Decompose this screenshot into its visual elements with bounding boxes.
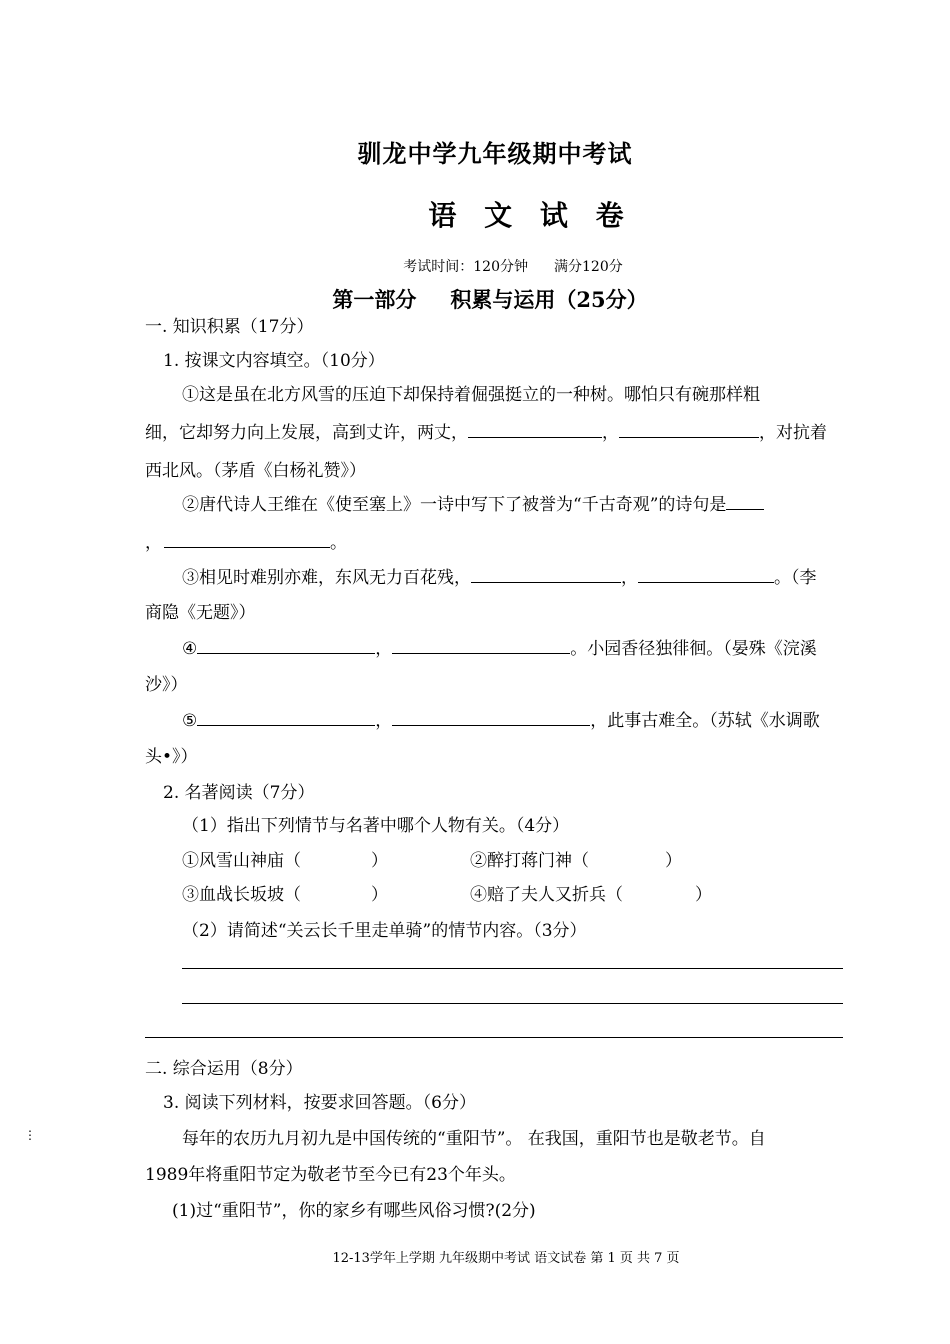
question-heading: 3. 阅读下列材料，按要求回答题。（6分）	[163, 1093, 476, 1113]
fill-item-line	[182, 634, 817, 659]
subject-char: 卷	[595, 199, 624, 232]
fill-item-text: ⑤	[182, 711, 198, 731]
subject-title	[0, 194, 950, 234]
fill-item-text: 商隐《无题》）	[145, 603, 256, 623]
subject-char: 文	[484, 199, 513, 232]
fill-item-text: 细，它却努力向上发展，高到丈许，两丈，	[145, 423, 468, 443]
fill-item-text: ①这是虽在北方风雪的压迫下却保持着倔强挺立的一种树。哪怕只有碗那样粗	[182, 385, 760, 405]
fill-item-text: ②唐代诗人王维在《使至塞上》一诗中写下了被誉为“千古奇观”的诗句是	[182, 495, 727, 515]
fill-item-line	[182, 490, 764, 515]
match-option-text: ②醉打蒋门神（	[470, 851, 589, 871]
section-heading: 一. 知识积累（17分）	[145, 317, 314, 337]
match-option	[182, 880, 388, 905]
match-option-text: ③血战长坂坡（	[182, 885, 301, 905]
fill-item-text: ，对抗着	[759, 423, 827, 443]
fill-item-text: ，	[375, 639, 393, 659]
reading-paragraph: 1989年将重阳节定为敬老节至今已有23个年头。	[145, 1165, 516, 1185]
fill-item-line	[145, 418, 827, 443]
fill-item-text: ④	[182, 639, 198, 659]
sub-question: (1)过“重阳节”，你的家乡有哪些风俗习惯?(2分)	[172, 1201, 536, 1221]
answer-blank[interactable]	[471, 568, 621, 583]
subject-char: 语	[428, 199, 457, 232]
answer-blank[interactable]	[164, 533, 330, 548]
section-heading: 二. 综合运用（8分）	[145, 1059, 303, 1079]
match-option-close: ）	[371, 885, 388, 905]
fill-item-text: 。	[330, 533, 347, 553]
match-option-text: ④赔了夫人又折兵（	[470, 885, 623, 905]
question-heading: 1. 按课文内容填空。（10分）	[163, 351, 385, 371]
match-option-text: ①风雪山神庙（	[182, 851, 301, 871]
page-footer: 12-13学年上学期 九年级期中考试 语文试卷 第 1 页 共 7 页	[332, 1251, 680, 1266]
answer-blank[interactable]	[619, 423, 759, 438]
match-option	[182, 846, 388, 871]
fill-item-text: ，	[621, 568, 638, 588]
part-heading	[0, 284, 950, 314]
fill-item-text: 。小园香径独徘徊。（晏殊《浣溪	[570, 639, 817, 659]
fill-item-line	[182, 706, 820, 731]
full-score: 满分120分	[554, 259, 623, 275]
part-label: 第一部分	[332, 287, 417, 312]
match-option	[470, 846, 682, 871]
fill-item-text: 头•》）	[145, 747, 198, 767]
match-option-close: ）	[665, 851, 682, 871]
exam-title: 驯龙中学九年级期中考试	[357, 139, 633, 168]
match-option	[470, 880, 712, 905]
fill-item-text: ，	[602, 423, 619, 443]
question-heading: 2. 名著阅读（7分）	[163, 783, 315, 803]
fill-item-text: 沙》）	[145, 675, 188, 695]
fill-item-text: ，	[375, 711, 393, 731]
answer-blank[interactable]	[638, 568, 774, 583]
fill-item-line	[145, 528, 347, 553]
answer-blank[interactable]	[197, 711, 375, 726]
margin-mark: ⋮	[24, 1128, 36, 1142]
answer-line[interactable]	[145, 1037, 843, 1038]
answer-line[interactable]	[182, 1003, 843, 1004]
answer-blank[interactable]	[392, 639, 570, 654]
fill-item-text: ，	[145, 533, 162, 553]
answer-line[interactable]	[182, 968, 843, 969]
exam-time: 考试时间：120分钟	[403, 259, 528, 275]
answer-blank[interactable]	[197, 639, 375, 654]
fill-item-text: ，此事古难全。（苏轼《水调歌	[590, 711, 820, 731]
answer-blank[interactable]	[392, 711, 590, 726]
sub-question: （1）指出下列情节与名著中哪个人物有关。（4分）	[182, 816, 570, 836]
reading-paragraph: 每年的农历九月初九是中国传统的“重阳节”。 在我国，重阳节也是敬老节。自	[182, 1129, 766, 1149]
part-name: 积累与运用（25分）	[450, 287, 648, 312]
match-option-close: ）	[695, 885, 712, 905]
fill-item-line	[182, 563, 817, 588]
match-option-close: ）	[371, 851, 388, 871]
subject-char: 试	[539, 199, 568, 232]
fill-item-text: ③相见时难别亦难，东风无力百花残，	[182, 568, 471, 588]
sub-question: （2）请简述“关云长千里走单骑”的情节内容。（3分）	[182, 921, 587, 941]
fill-item-text: 。（李	[774, 568, 817, 588]
exam-meta	[0, 256, 950, 276]
answer-blank[interactable]	[468, 423, 602, 438]
fill-item-text: 西北风。（茅盾《白杨礼赞》）	[145, 461, 366, 481]
answer-blank[interactable]	[726, 495, 764, 510]
